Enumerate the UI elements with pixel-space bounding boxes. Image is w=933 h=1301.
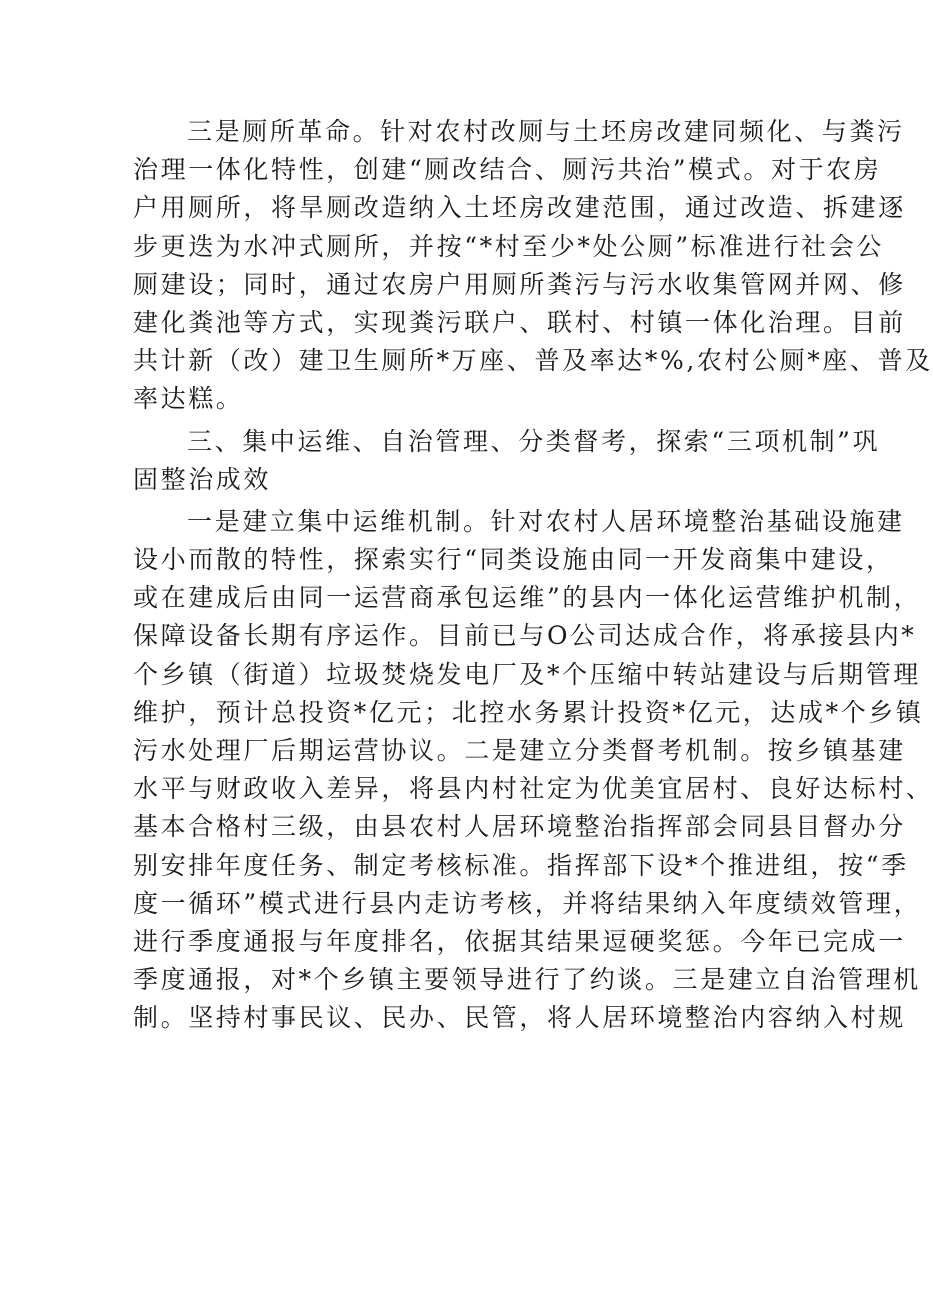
section-heading-three-mechanisms: [133, 423, 881, 499]
text-line: 季度通报，对*个乡镇主要领导进行了约谈。三是建立自治管理机: [133, 965, 921, 995]
text-line: 共计新（改）建卫生厕所*万座、普及率达*%,农村公厕*座、普及: [133, 346, 933, 376]
text-line: 一是建立集中运维机制。针对农村人居环境整治基础设施建: [187, 506, 905, 536]
document-body: [133, 113, 933, 1038]
text-line: 户用厕所，将旱厕改造纳入土坯房改建范围，通过改造、拆建逐: [133, 193, 906, 223]
text-line: 治理一体化特性，创建“厕改结合、厕污共治”模式。对于农房: [133, 155, 882, 185]
text-line: 建化粪池等方式，实现粪污联户、联村、村镇一体化治理。目前: [133, 307, 906, 337]
heading-line: 三、集中运维、自治管理、分类督考，探索“三项机制”巩: [187, 426, 881, 456]
text-line: 度一循环”模式进行县内走访考核，并将结果纳入年度绩效管理，: [133, 888, 922, 918]
text-line: 进行季度通报与年度排名，依据其结果逗硬奖惩。今年已完成一: [133, 926, 906, 956]
text-line: 个乡镇（街道）垃圾焚烧发电厂及*个压缩中转站建设与后期管理: [133, 659, 921, 689]
text-line: 制。坚持村事民议、民办、民管，将人居环境整治内容纳入村规: [133, 1003, 906, 1033]
text-line: 率达糕。: [133, 384, 244, 414]
text-line: 三是厕所革命。针对农村改厕与土坯房改建同频化、与粪污: [187, 117, 905, 146]
text-line: 别安排年度任务、制定考核标准。指挥部下设*个推进组，按“季: [133, 850, 909, 880]
text-line: 维护，预计总投资*亿元；北控水务累计投资*亿元，达成*个乡镇: [133, 697, 924, 727]
text-line: 或在建成后由同一运营商承包运维”的县内一体化运营维护机制，: [133, 583, 922, 613]
text-line: 基本合格村三级，由县农村人居环境整治指挥部会同县目督办分: [133, 812, 906, 842]
text-line: 水平与财政收入差异，将县内村社定为优美宜居村、良好达标村、: [133, 774, 933, 804]
text-line: 步更迭为水冲式厕所，并按“*村至少*处公厕”标准进行社会公: [133, 231, 884, 261]
text-line: 污水处理厂后期运营协议。二是建立分类督考机制。按乡镇基建: [133, 736, 906, 765]
heading-line: 固整治成效: [133, 464, 272, 494]
text-line: 保障设备长期有序运作。目前已与O公司达成合作，将承接县内*: [133, 621, 917, 651]
paragraph-toilet-revolution: [133, 113, 933, 419]
text-line: 厕建设；同时，通过农房户用厕所粪污与污水收集管网并网、修: [133, 269, 906, 299]
text-line: 设小而散的特性，探索实行“同类设施由同一开发商集中建设，: [133, 545, 894, 575]
paragraph-maintenance-mechanisms: [133, 503, 933, 1038]
